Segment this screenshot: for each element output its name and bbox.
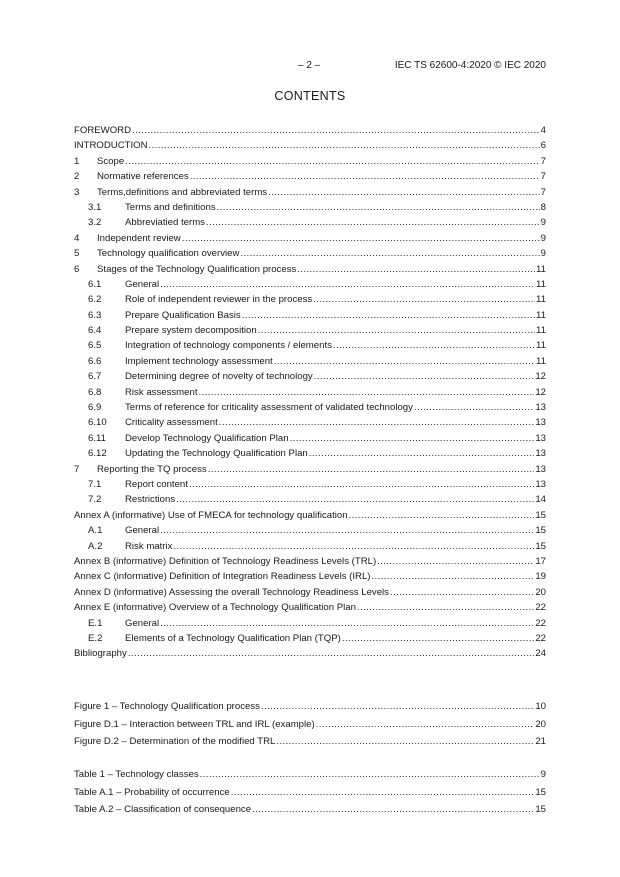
dot-leader bbox=[206, 215, 540, 230]
dot-leader bbox=[290, 431, 535, 446]
toc-entry-number: 3 bbox=[74, 186, 80, 198]
entry-label: Table A.2 – Classification of consequence bbox=[74, 804, 252, 815]
entry-label: Table 1 – Technology classes bbox=[74, 769, 199, 780]
dot-leader bbox=[252, 801, 534, 819]
list-entry[interactable] bbox=[74, 733, 546, 751]
dot-leader bbox=[160, 277, 535, 292]
entry-page-number: 22 bbox=[535, 602, 546, 614]
toc-entry[interactable] bbox=[74, 523, 546, 538]
toc-entry[interactable] bbox=[74, 308, 546, 323]
entry-label: Terms and definitions bbox=[125, 201, 216, 213]
entry-label: General bbox=[125, 617, 160, 629]
dot-leader bbox=[199, 385, 535, 400]
toc-entry[interactable] bbox=[74, 323, 546, 338]
toc-entry-number: 6.10 bbox=[88, 417, 107, 429]
dot-leader bbox=[276, 733, 534, 751]
toc-entry[interactable] bbox=[74, 616, 546, 631]
page-title: CONTENTS bbox=[274, 89, 346, 103]
entry-label: Updating the Technology Qualification Plan bbox=[125, 448, 308, 460]
dot-leader bbox=[313, 292, 535, 307]
entry-label: Figure D.1 – Interaction between TRL and IRL (example) bbox=[74, 718, 315, 730]
dot-leader bbox=[261, 698, 534, 716]
entry-label: Determining degree of novelty of technology bbox=[125, 371, 313, 383]
toc-entry-number: 6.5 bbox=[88, 340, 102, 352]
toc-entry-number: 6.8 bbox=[88, 386, 102, 398]
toc-entry[interactable] bbox=[74, 215, 546, 230]
entry-page-number: 15 bbox=[535, 804, 546, 815]
dot-leader bbox=[274, 354, 535, 369]
dot-leader bbox=[160, 616, 534, 631]
table-of-contents bbox=[74, 123, 546, 662]
entry-page-number: 9 bbox=[540, 248, 546, 260]
entry-label: Normative references bbox=[97, 171, 189, 183]
entry-page-number: 11 bbox=[536, 263, 546, 275]
toc-entry-number: 1 bbox=[74, 155, 80, 167]
dot-leader bbox=[377, 554, 534, 569]
dot-leader bbox=[173, 539, 534, 554]
toc-entry[interactable] bbox=[74, 631, 546, 646]
toc-entry[interactable] bbox=[74, 354, 546, 369]
entry-page-number: 20 bbox=[535, 586, 546, 598]
entry-page-number: 13 bbox=[535, 417, 546, 429]
entry-page-number: 7 bbox=[540, 171, 546, 183]
entry-label: Terms,definitions and abbreviated terms bbox=[97, 186, 268, 198]
toc-entry-number: 6.3 bbox=[88, 309, 102, 321]
entry-label: Elements of a Technology Qualification Plan (TQP) bbox=[125, 632, 341, 644]
toc-entry[interactable] bbox=[74, 539, 546, 554]
toc-entry[interactable] bbox=[74, 569, 546, 584]
entry-page-number: 10 bbox=[535, 701, 546, 712]
toc-entry-number: 6.6 bbox=[88, 355, 102, 367]
toc-entry[interactable] bbox=[74, 200, 546, 215]
dot-leader bbox=[314, 369, 535, 384]
entry-page-number: 9 bbox=[540, 217, 546, 229]
entry-label: Risk assessment bbox=[125, 386, 198, 398]
dot-leader bbox=[316, 716, 535, 734]
entry-label: Risk matrix bbox=[125, 540, 173, 552]
toc-entry-number: 2 bbox=[74, 171, 80, 183]
entry-label: Prepare Qualification Basis bbox=[125, 309, 241, 321]
entry-page-number: 19 bbox=[535, 571, 546, 583]
entry-page-number: 11 bbox=[536, 309, 546, 321]
list-entry[interactable] bbox=[74, 766, 546, 784]
entry-page-number: 15 bbox=[535, 540, 546, 552]
entry-page-number: 7 bbox=[540, 155, 546, 167]
toc-entry[interactable] bbox=[74, 385, 546, 400]
entry-label: Develop Technology Qualification Plan bbox=[125, 432, 289, 444]
entry-label: Annex A (informative) Use of FMECA for technology qualification bbox=[74, 509, 348, 521]
toc-entry-number: 3.1 bbox=[88, 201, 102, 213]
dot-leader bbox=[132, 123, 540, 138]
entry-page-number: 13 bbox=[535, 448, 546, 460]
toc-entry[interactable] bbox=[74, 231, 546, 246]
entry-label: Figure D.2 – Determination of the modified TRL bbox=[74, 736, 276, 747]
dot-leader bbox=[160, 523, 534, 538]
toc-entry[interactable] bbox=[74, 277, 546, 292]
toc-entry-number: 6.4 bbox=[88, 325, 102, 337]
dot-leader bbox=[342, 631, 535, 646]
entry-page-number: 11 bbox=[536, 340, 546, 352]
toc-entry[interactable] bbox=[74, 185, 546, 200]
entry-page-number: 9 bbox=[540, 232, 546, 244]
dot-leader bbox=[268, 185, 540, 200]
toc-entry[interactable] bbox=[74, 154, 546, 169]
entry-page-number: 11 bbox=[536, 325, 546, 337]
dot-leader bbox=[242, 308, 535, 323]
dot-leader bbox=[219, 415, 535, 430]
entry-page-number: 4 bbox=[540, 125, 546, 136]
dot-leader bbox=[128, 646, 535, 661]
entry-label: Stages of the Technology Qualification process bbox=[97, 263, 297, 275]
entry-label: Reporting the TQ process bbox=[97, 463, 207, 475]
entry-page-number: 15 bbox=[535, 509, 546, 521]
toc-entry[interactable] bbox=[74, 477, 546, 492]
toc-entry-number: 7.1 bbox=[88, 478, 102, 490]
entry-label: Terms of reference for criticality assessment of validated technology bbox=[125, 402, 413, 414]
dot-leader bbox=[349, 508, 535, 523]
dot-leader bbox=[309, 446, 535, 461]
entry-page-number: 14 bbox=[535, 494, 546, 506]
dot-leader bbox=[357, 600, 534, 615]
toc-entry[interactable] bbox=[74, 292, 546, 307]
document-reference: IEC TS 62600-4:2020 © IEC 2020 bbox=[394, 60, 546, 71]
list-entry[interactable] bbox=[74, 784, 546, 802]
toc-entry[interactable] bbox=[74, 415, 546, 430]
toc-entry[interactable] bbox=[74, 554, 546, 569]
entry-label: Abbreviatied terms bbox=[125, 217, 205, 229]
entry-page-number: 9 bbox=[540, 769, 546, 780]
dot-leader bbox=[200, 766, 540, 784]
toc-entry[interactable] bbox=[74, 246, 546, 261]
dot-leader bbox=[189, 477, 534, 492]
toc-entry[interactable] bbox=[74, 123, 546, 138]
entry-label: Scope bbox=[97, 155, 125, 167]
entry-page-number: 24 bbox=[535, 648, 546, 660]
dot-leader bbox=[176, 492, 534, 507]
toc-entry[interactable] bbox=[74, 508, 546, 523]
entry-label: Report content bbox=[125, 478, 188, 490]
entry-label: Annex B (informative) Definition of Technology Readiness Levels (TRL) bbox=[74, 555, 377, 567]
list-entry[interactable] bbox=[74, 801, 546, 819]
page-header bbox=[0, 60, 620, 74]
toc-entry[interactable] bbox=[74, 492, 546, 507]
toc-entry[interactable] bbox=[74, 585, 546, 600]
entry-page-number: 6 bbox=[540, 140, 546, 152]
toc-entry-number: 6.11 bbox=[88, 432, 106, 444]
page-number: – 2 – bbox=[298, 60, 321, 71]
dot-leader bbox=[258, 323, 535, 338]
entry-label: General bbox=[125, 278, 160, 290]
entry-page-number: 12 bbox=[535, 371, 546, 383]
entry-page-number: 8 bbox=[540, 201, 546, 213]
entry-label: Table A.1 – Probability of occurrence bbox=[74, 786, 230, 798]
dot-leader bbox=[371, 569, 534, 584]
toc-entry[interactable] bbox=[74, 400, 546, 415]
dot-leader bbox=[390, 585, 534, 600]
toc-entry-number: 6 bbox=[74, 263, 80, 275]
dot-leader bbox=[414, 400, 534, 415]
entry-label: Technology qualification overview bbox=[97, 248, 240, 260]
entry-page-number: 11 bbox=[536, 278, 546, 290]
toc-entry[interactable] bbox=[74, 369, 546, 384]
entry-page-number: 12 bbox=[535, 386, 546, 398]
entry-label: Implement technology assessment bbox=[125, 355, 273, 367]
entry-label: Prepare system decomposition bbox=[125, 325, 257, 337]
dot-leader bbox=[190, 169, 540, 184]
entry-label: INTRODUCTION bbox=[74, 140, 148, 152]
toc-entry[interactable] bbox=[74, 138, 546, 153]
entry-page-number: 22 bbox=[535, 632, 546, 644]
entry-page-number: 15 bbox=[535, 525, 546, 537]
toc-entry-number: 3.2 bbox=[88, 217, 102, 229]
dot-leader bbox=[217, 200, 540, 215]
entry-page-number: 11 bbox=[536, 294, 546, 306]
toc-entry-number: E.1 bbox=[88, 617, 103, 629]
entry-page-number: 13 bbox=[535, 463, 546, 475]
toc-entry[interactable] bbox=[74, 462, 546, 477]
dot-leader bbox=[182, 231, 540, 246]
entry-label: Bibliography bbox=[74, 648, 127, 660]
list-entry[interactable] bbox=[74, 698, 546, 716]
entry-page-number: 13 bbox=[535, 478, 546, 490]
dot-leader bbox=[297, 262, 535, 277]
toc-entry-number: 6.9 bbox=[88, 402, 102, 414]
dot-leader bbox=[149, 138, 540, 153]
list-of-tables bbox=[74, 766, 546, 819]
toc-entry[interactable] bbox=[74, 169, 546, 184]
dot-leader bbox=[333, 338, 535, 353]
toc-entry-number: E.2 bbox=[88, 632, 103, 644]
entry-page-number: 22 bbox=[535, 617, 546, 629]
toc-entry-number: 6.1 bbox=[88, 278, 102, 290]
dot-leader bbox=[231, 784, 535, 802]
toc-entry[interactable] bbox=[74, 446, 546, 461]
toc-entry[interactable] bbox=[74, 600, 546, 615]
list-of-figures bbox=[74, 698, 546, 751]
entry-page-number: 15 bbox=[535, 786, 546, 798]
entry-label: General bbox=[125, 525, 160, 537]
entry-label: Independent review bbox=[97, 232, 181, 244]
entry-page-number: 13 bbox=[535, 432, 546, 444]
entry-label: Annex D (informative) Assessing the overall Technology Readiness Levels bbox=[74, 586, 389, 598]
toc-entry-number: 6.7 bbox=[88, 371, 102, 383]
toc-entry[interactable] bbox=[74, 338, 546, 353]
toc-entry[interactable] bbox=[74, 431, 546, 446]
list-entry[interactable] bbox=[74, 716, 546, 734]
dot-leader bbox=[208, 462, 535, 477]
dot-leader bbox=[240, 246, 539, 261]
toc-entry-number: 5 bbox=[74, 248, 80, 260]
entry-label: FOREWORD bbox=[74, 125, 132, 136]
toc-entry-number: 6.12 bbox=[88, 448, 107, 460]
entry-page-number: 21 bbox=[535, 736, 546, 747]
toc-entry-number: 7 bbox=[74, 463, 80, 475]
toc-entry-number: 4 bbox=[74, 232, 80, 244]
toc-entry[interactable] bbox=[74, 262, 546, 277]
entry-label: Annex E (informative) Overview of a Technology Qualification Plan bbox=[74, 602, 356, 614]
entry-label: Annex C (informative) Definition of Integration Readiness Levels (IRL) bbox=[74, 571, 371, 583]
toc-entry-number: 6.2 bbox=[88, 294, 102, 306]
entry-label: Restrictions bbox=[125, 494, 176, 506]
toc-entry-number: 7.2 bbox=[88, 494, 102, 506]
entry-page-number: 20 bbox=[535, 718, 546, 730]
toc-entry-number: A.1 bbox=[88, 525, 103, 537]
toc-entry[interactable] bbox=[74, 646, 546, 661]
entry-label: Criticality assessment bbox=[125, 417, 218, 429]
entry-page-number: 11 bbox=[536, 355, 546, 367]
entry-label: Integration of technology components / elements bbox=[125, 340, 332, 352]
entry-page-number: 7 bbox=[540, 186, 546, 198]
entry-label: Role of independent reviewer in the process bbox=[125, 294, 313, 306]
entry-page-number: 17 bbox=[535, 555, 546, 567]
entry-page-number: 13 bbox=[535, 402, 546, 414]
toc-entry-number: A.2 bbox=[88, 540, 103, 552]
dot-leader bbox=[125, 154, 539, 169]
entry-label: Figure 1 – Technology Qualification process bbox=[74, 701, 260, 712]
